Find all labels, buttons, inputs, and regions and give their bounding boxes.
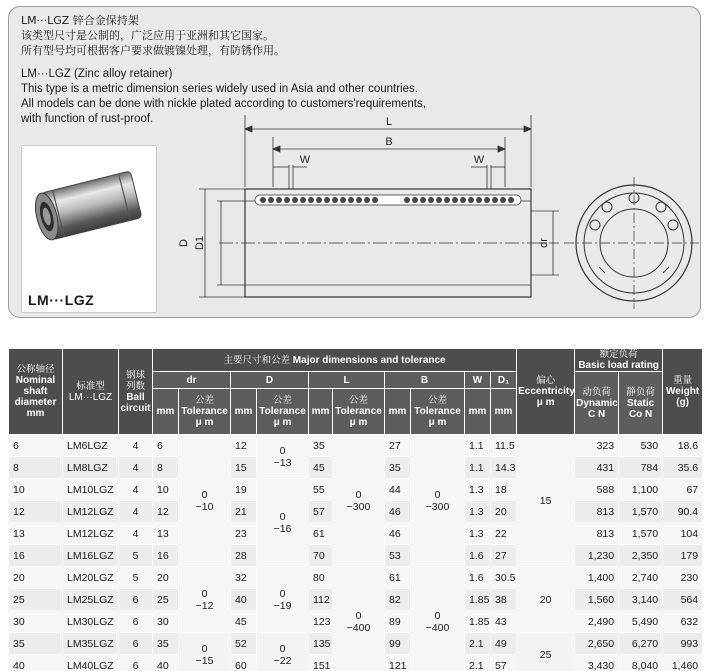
cell-static: 8,040 xyxy=(619,655,663,671)
cell-L: 61 xyxy=(309,523,333,545)
cell-shaft: 30 xyxy=(9,611,63,633)
cell-B: 46 xyxy=(385,501,411,523)
cell-shaft: 16 xyxy=(9,545,63,567)
cell-dr-tolerance: 0 −10 xyxy=(179,435,231,567)
cell-balls: 6 xyxy=(119,633,153,655)
col-static-load: 静负荷 Static Co N xyxy=(619,372,663,435)
cell-B: 61 xyxy=(385,567,411,589)
cell-dr: 13 xyxy=(153,523,179,545)
cell-dynamic: 2,650 xyxy=(575,633,619,655)
dim-label-D1: D1 xyxy=(194,235,206,251)
cell-L: 70 xyxy=(309,545,333,567)
cell-static: 530 xyxy=(619,435,663,457)
cell-shaft: 10 xyxy=(9,479,63,501)
cell-weight: 179 xyxy=(663,545,703,567)
cell-L-tolerance: 0 −400 xyxy=(333,567,385,671)
cell-static: 6,270 xyxy=(619,633,663,655)
col-model: 标准型 LM···LGZ xyxy=(63,349,119,435)
cell-static: 1,570 xyxy=(619,523,663,545)
cell-W: 1.1 xyxy=(465,435,491,457)
cell-L: 55 xyxy=(309,479,333,501)
en-title: LM···LGZ (Zinc alloy retainer) xyxy=(21,68,173,80)
cell-L-tolerance: 0 −300 xyxy=(333,435,385,567)
col-B-tolerance: 公差 Tolerance μ m xyxy=(411,389,465,435)
cell-shaft: 40 xyxy=(9,655,63,671)
cell-D-tolerance: 0 −19 xyxy=(257,567,309,633)
col-D-mm: mm xyxy=(231,389,257,435)
bearing-photo-image xyxy=(22,146,156,276)
cell-B: 44 xyxy=(385,479,411,501)
col-weight: 重量 Weight (g) xyxy=(663,349,703,435)
col-group-major-dimensions: 主要尺寸和公差 Major dimensions and tolerance xyxy=(153,349,517,372)
cell-B: 89 xyxy=(385,611,411,633)
cell-balls: 4 xyxy=(119,435,153,457)
cell-L: 112 xyxy=(309,589,333,611)
cell-eccentricity: 15 xyxy=(517,435,575,567)
cell-D: 21 xyxy=(231,501,257,523)
cell-weight: 35.6 xyxy=(663,457,703,479)
cell-B: 82 xyxy=(385,589,411,611)
cell-L: 45 xyxy=(309,457,333,479)
cell-D: 52 xyxy=(231,633,257,655)
specification-table xyxy=(8,348,703,671)
product-info-panel xyxy=(8,6,701,318)
cell-balls: 4 xyxy=(119,479,153,501)
col-L: L xyxy=(309,372,385,389)
cell-D-tolerance: 0 −16 xyxy=(257,479,309,567)
cell-model: LM20LGZ xyxy=(63,567,119,589)
cell-D1: 38 xyxy=(491,589,517,611)
col-D-tolerance: 公差 Tolerance μ m xyxy=(257,389,309,435)
col-eccentricity: 偏心 Eccentricity μ m xyxy=(517,349,575,435)
en-line-3: with function of rust-proof. xyxy=(21,113,154,125)
cell-dynamic: 1,560 xyxy=(575,589,619,611)
cell-dynamic: 1,230 xyxy=(575,545,619,567)
col-L-mm: mm xyxy=(309,389,333,435)
cell-balls: 4 xyxy=(119,523,153,545)
cell-weight: 993 xyxy=(663,633,703,655)
cell-weight: 1,460 xyxy=(663,655,703,671)
cell-balls: 5 xyxy=(119,545,153,567)
cn-title: LM···LGZ 锌合金保持架 xyxy=(21,14,139,27)
cell-model: LM40LGZ xyxy=(63,655,119,671)
cn-line-2: 所有型号均可根据客户要求做镀镍处理，有防锈作用。 xyxy=(21,44,285,57)
cell-shaft: 20 xyxy=(9,567,63,589)
cell-model: LM6LGZ xyxy=(63,435,119,457)
cell-dynamic: 813 xyxy=(575,501,619,523)
cell-weight: 90.4 xyxy=(663,501,703,523)
cell-D1: 18 xyxy=(491,479,517,501)
cell-B: 53 xyxy=(385,545,411,567)
cell-balls: 4 xyxy=(119,457,153,479)
cell-dynamic: 3,430 xyxy=(575,655,619,671)
cell-dr: 30 xyxy=(153,611,179,633)
cell-balls: 6 xyxy=(119,655,153,671)
cell-weight: 67 xyxy=(663,479,703,501)
cell-B-tolerance: 0 −400 xyxy=(411,567,465,671)
cell-eccentricity: 20 xyxy=(517,567,575,633)
cell-D1: 22 xyxy=(491,523,517,545)
cell-D1: 57 xyxy=(491,655,517,671)
cell-dynamic: 2,490 xyxy=(575,611,619,633)
cell-dynamic: 1,400 xyxy=(575,567,619,589)
cn-line-1: 该类型尺寸是公制的，广泛应用于亚洲和其它国家。 xyxy=(21,29,274,42)
cell-weight: 18.6 xyxy=(663,435,703,457)
cell-model: LM8LGZ xyxy=(63,457,119,479)
col-group-load-rating: 额定负荷 Basic load rating xyxy=(575,349,663,372)
cell-D-tolerance: 0 −13 xyxy=(257,435,309,479)
cell-shaft: 6 xyxy=(9,435,63,457)
cell-shaft: 12 xyxy=(9,501,63,523)
col-L-tolerance: 公差 Tolerance μ m xyxy=(333,389,385,435)
technical-drawing xyxy=(159,107,699,312)
col-B-mm: mm xyxy=(385,389,411,435)
dim-label-L: L xyxy=(385,116,393,128)
product-label: LM···LGZ xyxy=(28,292,95,308)
cell-dr: 25 xyxy=(153,589,179,611)
cell-D1: 49 xyxy=(491,633,517,655)
cell-D: 19 xyxy=(231,479,257,501)
cell-weight: 104 xyxy=(663,523,703,545)
col-shaft-diameter: 公称轴径 Nominal shaft diameter mm xyxy=(9,349,63,435)
en-line-2: All models can be done with nickle plated according to customers'requirements, xyxy=(21,98,426,110)
col-D1: D₁ xyxy=(491,372,517,389)
cell-dr: 20 xyxy=(153,567,179,589)
cell-D1: 11.5 xyxy=(491,435,517,457)
cell-D-tolerance: 0 −22 xyxy=(257,633,309,671)
col-dr-tolerance: 公差 Tolerance μ m xyxy=(179,389,231,435)
col-D1-mm: mm xyxy=(491,389,517,435)
col-dr-mm: mm xyxy=(153,389,179,435)
cell-static: 3,140 xyxy=(619,589,663,611)
cell-L: 80 xyxy=(309,567,333,589)
product-photo xyxy=(21,145,157,313)
col-W-mm: mm xyxy=(465,389,491,435)
table-row xyxy=(9,435,703,457)
chinese-description xyxy=(21,13,285,58)
cell-dynamic: 813 xyxy=(575,523,619,545)
cell-shaft: 8 xyxy=(9,457,63,479)
cell-shaft: 35 xyxy=(9,633,63,655)
cell-W: 1.6 xyxy=(465,545,491,567)
cell-dr: 6 xyxy=(153,435,179,457)
cell-model: LM30LGZ xyxy=(63,611,119,633)
cell-model: LM12LGZ xyxy=(63,501,119,523)
cell-balls: 6 xyxy=(119,611,153,633)
col-ball-circuit: 钢球 列数 Ball circuit xyxy=(119,349,153,435)
cell-model: LM10LGZ xyxy=(63,479,119,501)
cell-dr: 35 xyxy=(153,633,179,655)
cell-shaft: 25 xyxy=(9,589,63,611)
cell-dr: 40 xyxy=(153,655,179,671)
cell-dynamic: 431 xyxy=(575,457,619,479)
cell-D: 32 xyxy=(231,567,257,589)
cell-D: 12 xyxy=(231,435,257,457)
cell-static: 5,490 xyxy=(619,611,663,633)
cell-balls: 5 xyxy=(119,567,153,589)
cell-L: 135 xyxy=(309,633,333,655)
cell-D: 28 xyxy=(231,545,257,567)
cell-balls: 6 xyxy=(119,589,153,611)
cell-W: 1.6 xyxy=(465,567,491,589)
cell-shaft: 13 xyxy=(9,523,63,545)
dim-label-W-left: W xyxy=(299,154,311,166)
cell-W: 2.1 xyxy=(465,633,491,655)
cell-dynamic: 588 xyxy=(575,479,619,501)
dim-label-dr: dr xyxy=(538,238,550,248)
cell-D: 60 xyxy=(231,655,257,671)
cell-L: 57 xyxy=(309,501,333,523)
cell-dynamic: 323 xyxy=(575,435,619,457)
cell-model: LM25LGZ xyxy=(63,589,119,611)
cell-dr: 10 xyxy=(153,479,179,501)
cell-model: LM35LGZ xyxy=(63,633,119,655)
cell-B: 99 xyxy=(385,633,411,655)
cell-D1: 30.5 xyxy=(491,567,517,589)
cell-W: 2.1 xyxy=(465,655,491,671)
cell-B: 46 xyxy=(385,523,411,545)
cell-static: 1,570 xyxy=(619,501,663,523)
cell-static: 784 xyxy=(619,457,663,479)
cell-weight: 632 xyxy=(663,611,703,633)
cell-D: 40 xyxy=(231,589,257,611)
table-row xyxy=(9,567,703,589)
cell-D1: 43 xyxy=(491,611,517,633)
cell-static: 2,740 xyxy=(619,567,663,589)
en-line-1: This type is a metric dimension series widely used in Asia and other countries. xyxy=(21,83,418,95)
cell-W: 1.3 xyxy=(465,501,491,523)
cell-dr-tolerance: 0 −12 xyxy=(179,567,231,633)
col-B: B xyxy=(385,372,465,389)
cell-L: 151 xyxy=(309,655,333,671)
cell-dr: 8 xyxy=(153,457,179,479)
cell-W: 1.3 xyxy=(465,523,491,545)
cell-B: 35 xyxy=(385,457,411,479)
cell-static: 1,100 xyxy=(619,479,663,501)
cell-B: 121 xyxy=(385,655,411,671)
cell-W: 1.85 xyxy=(465,589,491,611)
cell-dr: 12 xyxy=(153,501,179,523)
cell-D1: 14.3 xyxy=(491,457,517,479)
cell-weight: 564 xyxy=(663,589,703,611)
cell-D1: 20 xyxy=(491,501,517,523)
dim-label-D: D xyxy=(178,239,190,247)
cell-model: LM12LGZ xyxy=(63,523,119,545)
cell-W: 1.3 xyxy=(465,479,491,501)
dim-label-W-right: W xyxy=(473,154,485,166)
col-dynamic-load: 动负荷 Dynamic C N xyxy=(575,372,619,435)
cell-D: 45 xyxy=(231,611,257,633)
cell-B: 27 xyxy=(385,435,411,457)
cell-weight: 230 xyxy=(663,567,703,589)
cell-D: 23 xyxy=(231,523,257,545)
cell-dr: 16 xyxy=(153,545,179,567)
cell-dr-tolerance: 0 −15 xyxy=(179,633,231,671)
cell-B-tolerance: 0 −300 xyxy=(411,435,465,567)
cell-eccentricity: 25 xyxy=(517,633,575,671)
cell-static: 2,350 xyxy=(619,545,663,567)
cell-D1: 27 xyxy=(491,545,517,567)
cell-D: 15 xyxy=(231,457,257,479)
cell-model: LM16LGZ xyxy=(63,545,119,567)
col-W: W xyxy=(465,372,491,389)
cell-balls: 4 xyxy=(119,501,153,523)
cell-L: 35 xyxy=(309,435,333,457)
col-D: D xyxy=(231,372,309,389)
dim-label-B: B xyxy=(385,136,393,148)
cell-W: 1.1 xyxy=(465,457,491,479)
col-dr: dr xyxy=(153,372,231,389)
cell-L: 123 xyxy=(309,611,333,633)
cell-W: 1.85 xyxy=(465,611,491,633)
